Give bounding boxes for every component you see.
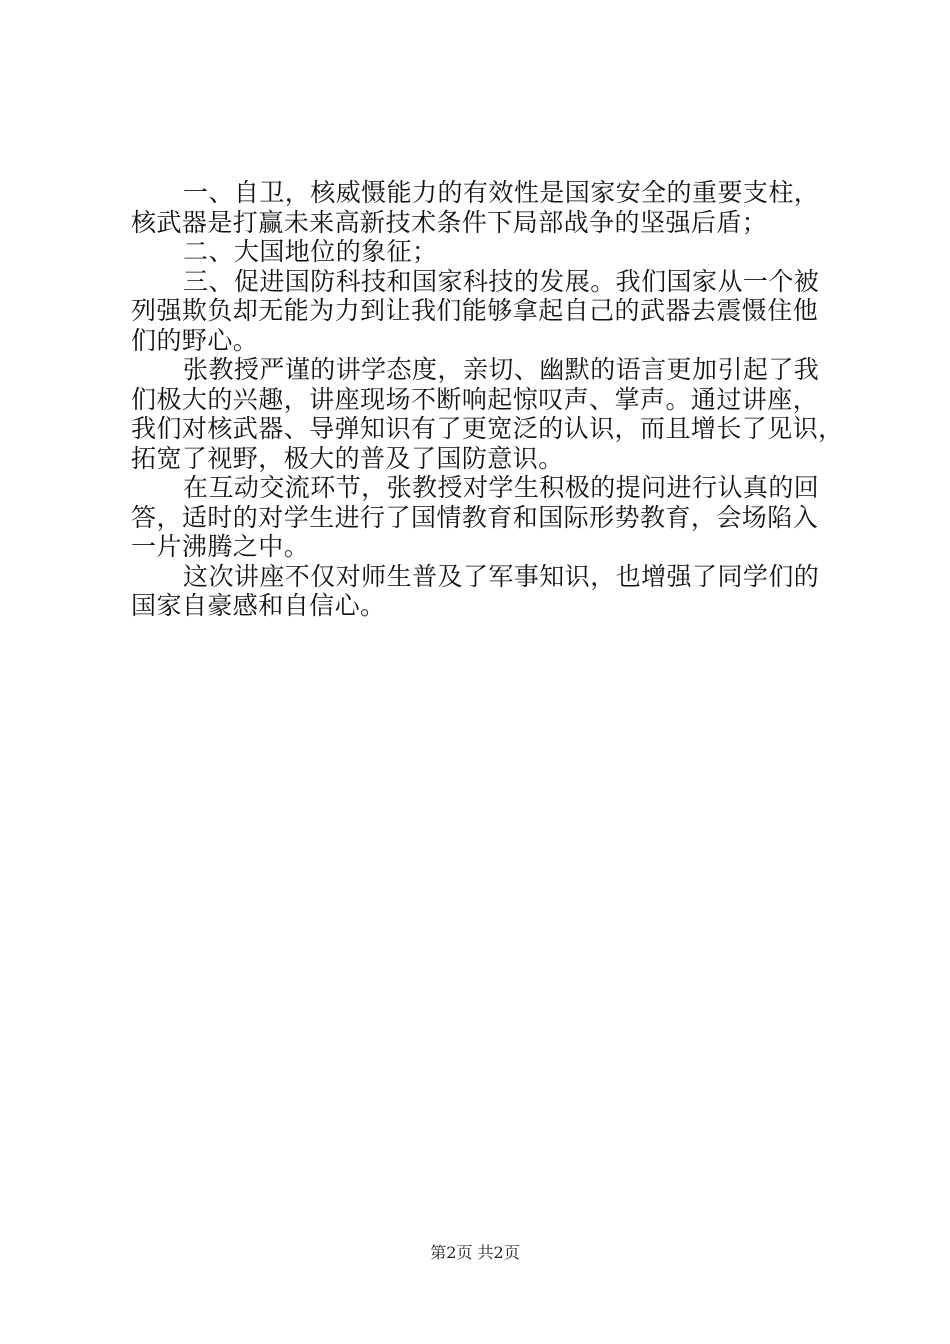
document-body (131, 178, 844, 621)
text-line: 国家自豪感和自信心。 (131, 591, 386, 620)
paragraph-4 (131, 355, 844, 473)
paragraph-2 (131, 237, 831, 267)
text-line: 三、促进国防科技和国家科技的发展。我们国家从一个被 (183, 266, 820, 296)
text-line: 一片沸腾之中。 (131, 532, 310, 561)
text-line: 列强欺负却无能为力到让我们能够拿起自己的武器去震慑住他 (131, 296, 819, 325)
text-line: 答，适时的对学生进行了国情教育和国际形势教育，会场陷入 (131, 502, 819, 532)
text-line: 二、大国地位的象征； (183, 237, 438, 266)
paragraph-3 (131, 267, 831, 356)
paragraph-1 (131, 178, 831, 237)
text-line: 在互动交流环节，张教授对学生积极的提问进行认真的回 (183, 473, 820, 502)
text-line: 张教授严谨的讲学态度，亲切、幽默的语言更加引起了我 (183, 355, 820, 384)
text-line: 拓宽了视野，极大的普及了国防意识。 (131, 443, 564, 473)
text-line: 核武器是打赢未来高新技术条件下局部战争的坚强后盾； (131, 207, 768, 237)
paragraph-6 (131, 562, 831, 621)
text-line: 我们对核武器、导弹知识有了更宽泛的认识，而且增长了见识， (131, 414, 844, 443)
paragraph-5 (131, 473, 831, 562)
text-line: 们极大的兴趣，讲座现场不断响起惊叹声、掌声。通过讲座， (131, 384, 819, 414)
page-number-footer: 第2页 共2页 (430, 1243, 520, 1262)
text-line: 这次讲座不仅对师生普及了军事知识，也增强了同学们的 (183, 561, 820, 591)
text-line: 们的野心。 (131, 325, 259, 355)
text-line: 一、自卫，核威慑能力的有效性是国家安全的重要支柱， (183, 178, 820, 207)
